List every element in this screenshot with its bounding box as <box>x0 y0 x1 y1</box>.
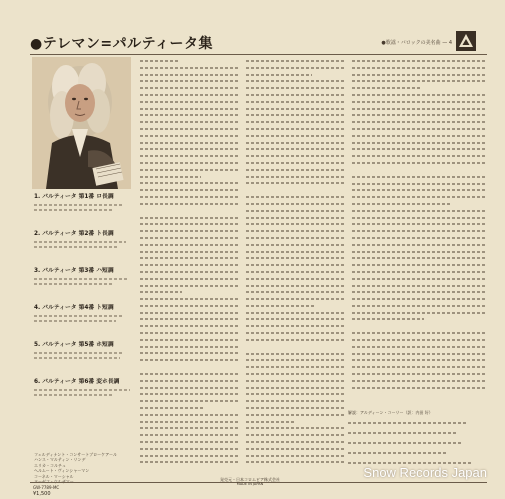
text-line <box>352 60 486 62</box>
text-line <box>140 217 240 219</box>
track-list <box>34 193 144 415</box>
track-item <box>34 230 144 267</box>
text-line <box>140 414 240 416</box>
publisher-info <box>200 477 300 487</box>
text-line <box>246 407 346 409</box>
performer-name: コーネル・マーシャル <box>34 473 74 479</box>
text-line <box>140 121 240 123</box>
recording-info-line <box>348 432 458 434</box>
text-line <box>352 162 486 164</box>
text-line <box>140 108 240 110</box>
catalog-number-left: GW-7789-MC <box>33 485 60 490</box>
text-line <box>352 223 486 225</box>
text-line <box>140 434 240 436</box>
text-line <box>140 60 180 62</box>
text-line <box>352 169 486 176</box>
text-line <box>246 162 346 164</box>
text-line <box>352 121 486 123</box>
text-line <box>140 142 240 144</box>
text-line <box>246 223 346 225</box>
text-line <box>140 148 240 150</box>
text-line <box>140 271 240 273</box>
text-line <box>352 176 486 178</box>
text-line <box>246 298 346 300</box>
text-line <box>352 387 486 389</box>
text-line <box>352 230 486 232</box>
text-line <box>352 339 486 341</box>
text-line <box>246 251 346 253</box>
track-item <box>34 304 144 341</box>
performer-name: フェルディナント・コンサートブローケアール <box>34 452 117 457</box>
text-line <box>140 155 240 157</box>
recording-info-line <box>348 442 463 444</box>
text-line <box>140 461 240 463</box>
text-line <box>140 298 240 300</box>
text-line <box>246 318 346 320</box>
text-line <box>246 108 346 110</box>
text-line <box>140 135 240 137</box>
text-line <box>246 114 346 116</box>
text-line <box>352 332 486 334</box>
track-title: 1. パルティータ 第1番 ロ長調 <box>34 194 114 200</box>
text-line <box>352 380 486 382</box>
text-line <box>352 291 486 293</box>
publisher-name: 発売元・日本コロムビア株式会社 <box>220 477 280 482</box>
notes-column-2 <box>246 60 346 470</box>
text-line <box>352 251 486 253</box>
text-line <box>140 223 240 225</box>
text-line <box>246 217 346 219</box>
text-line <box>352 135 486 137</box>
text-line <box>140 332 240 334</box>
text-line <box>246 291 346 293</box>
performer-name: ヘルムート・ヴィンシャーマン <box>34 468 90 474</box>
text-line <box>352 183 486 185</box>
recording-info-line <box>348 422 468 424</box>
text-line <box>140 380 240 382</box>
text-line <box>352 203 450 205</box>
text-line <box>352 346 486 348</box>
track-movements-text <box>34 352 144 359</box>
text-line <box>140 285 240 287</box>
text-line <box>246 196 346 198</box>
text-line <box>246 387 346 389</box>
text-line <box>352 285 486 287</box>
text-line <box>246 400 346 402</box>
header <box>30 33 500 53</box>
text-line <box>140 291 182 293</box>
text-line <box>246 101 346 103</box>
text-line <box>246 237 346 239</box>
text-line <box>140 312 240 314</box>
text-line <box>140 421 240 423</box>
text-line <box>352 318 424 320</box>
track-movements-text <box>34 278 144 285</box>
text-line <box>140 182 240 184</box>
text-line <box>246 359 346 361</box>
text-line <box>140 352 240 354</box>
text-line <box>140 162 240 164</box>
text-line <box>246 427 346 429</box>
text-line <box>246 87 346 89</box>
performer-name: エリカ・コルチュ <box>34 462 66 468</box>
text-line <box>352 325 486 332</box>
text-line <box>246 142 346 144</box>
text-line <box>140 210 240 217</box>
text-line <box>246 285 346 287</box>
text-line <box>140 251 240 253</box>
text-line <box>246 414 346 416</box>
track-movements-text <box>34 204 144 211</box>
text-line <box>246 169 346 171</box>
text-line <box>246 271 346 273</box>
text-line <box>140 278 240 280</box>
portrait-illustration <box>32 57 131 189</box>
text-line <box>352 155 486 157</box>
text-line <box>352 366 486 368</box>
text-line <box>246 312 346 314</box>
made-in-label: MADE IN JAPAN <box>236 482 264 486</box>
text-line <box>140 400 240 402</box>
text-line <box>140 230 240 232</box>
text-line <box>246 461 346 463</box>
text-line <box>140 393 240 395</box>
track-title: 6. パルティータ 第6番 変ホ長調 <box>34 379 120 385</box>
notes-column-1 <box>140 60 240 470</box>
text-line <box>140 87 240 89</box>
text-line <box>246 339 346 341</box>
text-line <box>140 101 240 103</box>
text-line <box>352 108 486 110</box>
text-line <box>246 60 346 62</box>
text-line <box>246 155 346 157</box>
text-line <box>246 455 346 457</box>
text-line <box>246 203 346 205</box>
text-line <box>352 80 486 82</box>
composer-portrait <box>32 57 131 189</box>
text-line <box>352 278 486 280</box>
text-line <box>352 128 486 130</box>
text-line <box>246 189 346 196</box>
text-line <box>246 353 346 355</box>
text-line <box>246 230 346 232</box>
text-line <box>140 189 240 191</box>
track-title: 4. パルティータ 第4番 ト短調 <box>34 305 114 311</box>
text-line <box>246 332 346 334</box>
header-rule <box>30 54 487 55</box>
text-line <box>140 339 240 341</box>
text-line <box>246 448 346 450</box>
text-line <box>352 217 486 219</box>
track-movements-text <box>34 315 144 322</box>
text-line <box>352 353 486 355</box>
text-line <box>246 182 346 184</box>
text-line <box>246 135 346 137</box>
text-line <box>140 455 240 457</box>
text-line <box>140 257 240 259</box>
text-line <box>246 305 314 307</box>
performer-name: ハンス・マルティン・リンデ <box>34 457 86 463</box>
text-line <box>352 257 486 259</box>
text-line <box>246 346 346 353</box>
text-line <box>352 237 486 239</box>
price-label: ¥1,500 <box>33 491 51 497</box>
recording-info-line <box>348 452 448 454</box>
text-line <box>140 74 240 76</box>
text-line <box>352 114 486 116</box>
text-line <box>140 80 240 82</box>
performer-list <box>34 452 146 484</box>
text-line <box>352 94 486 96</box>
text-line <box>246 176 346 178</box>
text-line <box>352 101 486 103</box>
text-line <box>246 148 346 150</box>
text-line <box>246 366 346 368</box>
text-line <box>140 176 201 178</box>
text-line <box>352 244 486 246</box>
text-line <box>246 421 295 423</box>
shop-watermark: Snow Records Japan <box>363 465 487 480</box>
track-title: 2. パルティータ 第2番 ト長調 <box>34 231 114 237</box>
text-line <box>140 407 203 409</box>
text-line <box>246 434 346 436</box>
text-line <box>352 67 486 69</box>
text-line <box>246 128 346 130</box>
text-line <box>352 271 486 273</box>
text-line <box>352 312 486 314</box>
text-line <box>140 264 240 266</box>
text-line <box>246 74 312 76</box>
text-line <box>352 196 486 198</box>
text-line <box>352 359 486 361</box>
track-title: 5. パルティータ 第5番 ホ短調 <box>34 342 114 348</box>
text-line <box>140 441 240 443</box>
series-label: ●歌謡・バロックの美名曲 — 4 <box>381 40 452 46</box>
text-line <box>140 94 240 96</box>
text-line <box>140 67 240 69</box>
text-line <box>140 387 240 389</box>
track-item <box>34 341 144 378</box>
text-line <box>246 80 346 82</box>
text-line <box>352 148 486 150</box>
text-line <box>140 325 240 327</box>
text-line <box>140 427 240 429</box>
text-line <box>140 318 240 320</box>
text-line <box>246 244 346 246</box>
track-movements-text <box>34 241 144 248</box>
text-line <box>140 114 240 116</box>
text-line <box>140 373 240 375</box>
text-line <box>246 373 346 375</box>
text-line <box>246 121 346 123</box>
text-line <box>140 237 240 239</box>
text-line <box>352 298 486 300</box>
text-line <box>246 264 346 266</box>
text-line <box>246 441 346 443</box>
text-line <box>140 196 240 198</box>
text-line <box>246 94 346 96</box>
text-line <box>246 380 346 382</box>
text-line <box>352 142 486 144</box>
text-line <box>352 210 486 212</box>
recording-info-line <box>348 462 473 464</box>
text-line <box>140 305 240 307</box>
text-line <box>352 189 486 191</box>
text-line <box>352 87 422 89</box>
text-line <box>352 373 486 375</box>
text-line <box>246 393 346 395</box>
text-line <box>140 359 240 361</box>
text-line <box>140 244 240 246</box>
text-line <box>246 257 346 259</box>
track-item <box>34 267 144 304</box>
text-line <box>140 169 240 171</box>
text-line <box>352 264 486 266</box>
text-line <box>246 325 346 327</box>
text-line <box>352 74 486 76</box>
text-line <box>140 448 240 450</box>
track-title: 3. パルティータ 第3番 ハ短調 <box>34 268 114 274</box>
track-movements-text <box>34 389 144 396</box>
album-title: ●テレマン=パルティータ集 <box>30 36 214 52</box>
text-line <box>140 366 240 373</box>
text-line <box>246 210 346 212</box>
annotator-credit: 解説：アルディーン・コーリー（訳：内田 好） <box>348 410 433 415</box>
text-line <box>140 128 240 130</box>
track-item <box>34 193 144 230</box>
text-line <box>246 278 346 280</box>
text-line <box>352 305 486 307</box>
track-item <box>34 378 144 415</box>
label-logo-icon <box>456 31 476 51</box>
notes-column-3 <box>352 60 486 400</box>
text-line <box>246 67 346 69</box>
text-line <box>140 346 240 348</box>
text-line <box>140 203 240 205</box>
